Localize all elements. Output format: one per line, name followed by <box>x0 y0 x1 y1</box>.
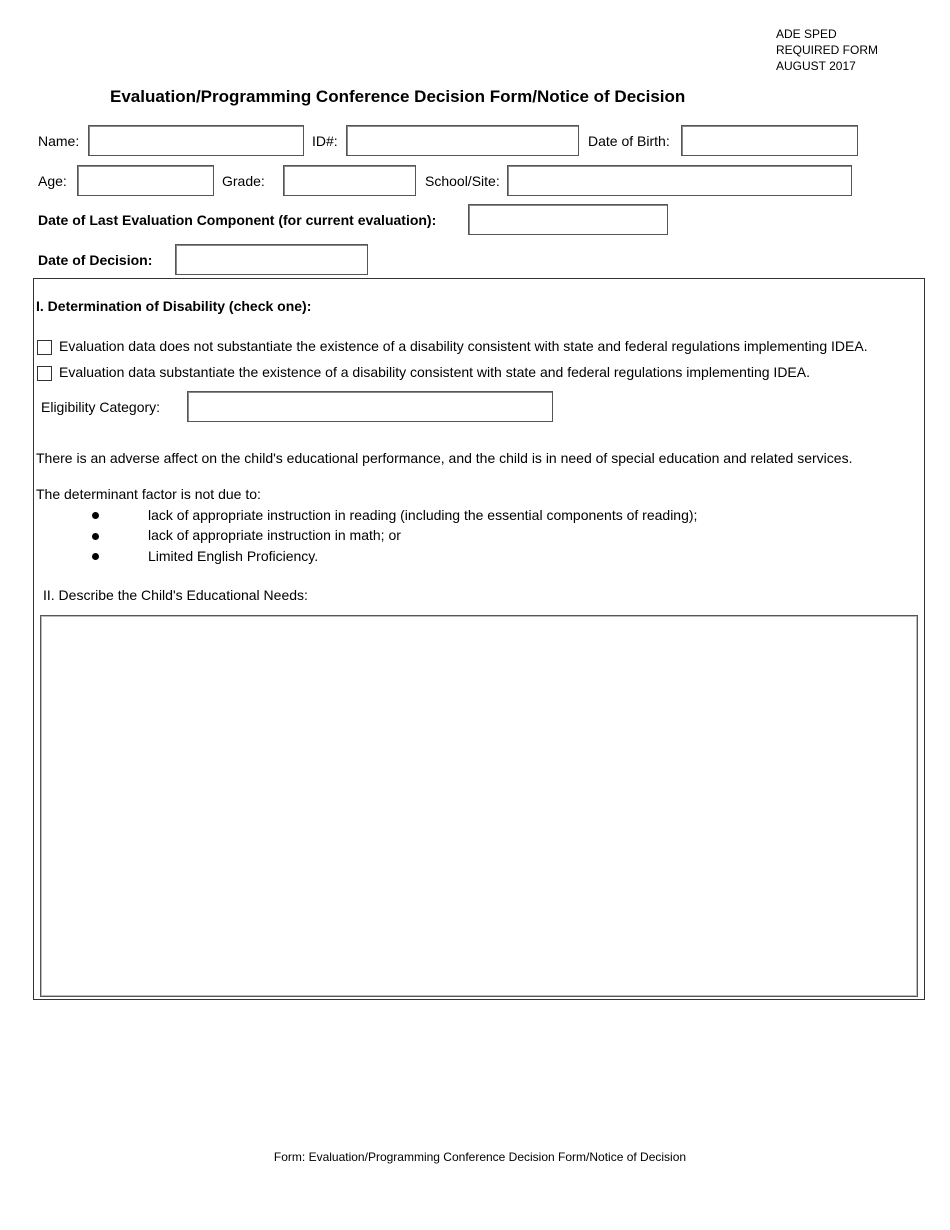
last-eval-label: Date of Last Evaluation Component (for current evaluation): <box>38 212 437 228</box>
page-title: Evaluation/Programming Conference Decision Form/Notice of Decision <box>110 87 686 106</box>
decision-date-field[interactable] <box>175 244 368 275</box>
school-label: School/Site: <box>425 173 500 189</box>
dob-field[interactable] <box>681 125 858 156</box>
eligibility-label: Eligibility Category: <box>41 399 161 415</box>
header-date: AUGUST 2017 <box>776 59 856 73</box>
dob-label: Date of Birth: <box>588 133 670 149</box>
decision-date-label: Date of Decision: <box>38 252 153 268</box>
bullet-icon <box>92 553 99 560</box>
adverse-statement: There is an adverse affect on the child's educational performance, and the child is in need of special education and related services. <box>36 450 853 466</box>
grade-field[interactable] <box>283 165 416 196</box>
determinant-item: lack of appropriate instruction in math; or <box>148 527 401 543</box>
grade-label: Grade: <box>222 173 265 189</box>
option-not-substantiated-label: Evaluation data does not substantiate the existence of a disability consistent with state and federal regulations implementing IDEA. <box>59 338 868 354</box>
form-header <box>776 26 878 74</box>
determinant-item: Limited English Proficiency. <box>148 548 319 564</box>
school-field[interactable] <box>507 165 852 196</box>
bullet-icon <box>92 512 99 519</box>
bullet-icon <box>92 533 99 540</box>
section2-heading: II. Describe the Child's Educational Needs: <box>43 587 308 603</box>
age-field[interactable] <box>77 165 214 196</box>
header-agency: ADE SPED <box>776 27 837 41</box>
determinant-item: lack of appropriate instruction in reading (including the essential components of reading); <box>148 507 698 523</box>
option-substantiated-label: Evaluation data substantiate the existence of a disability consistent with state and federal regulations implementing IDEA. <box>59 364 810 380</box>
header-form-type: REQUIRED FORM <box>776 43 878 57</box>
educational-needs-textarea[interactable] <box>40 615 918 997</box>
age-label: Age: <box>38 173 67 189</box>
id-label: ID#: <box>312 133 338 149</box>
determinant-intro: The determinant factor is not due to: <box>36 486 261 502</box>
page-footer: Form: Evaluation/Programming Conference Decision Form/Notice of Decision <box>273 1150 687 1164</box>
section1-heading: I. Determination of Disability (check one): <box>36 298 312 314</box>
id-field[interactable] <box>346 125 579 156</box>
name-field[interactable] <box>88 125 304 156</box>
last-eval-field[interactable] <box>468 204 668 235</box>
option-substantiated-checkbox[interactable] <box>37 366 52 381</box>
name-label: Name: <box>38 133 80 149</box>
eligibility-field[interactable] <box>187 391 553 422</box>
option-not-substantiated-checkbox[interactable] <box>37 340 52 355</box>
